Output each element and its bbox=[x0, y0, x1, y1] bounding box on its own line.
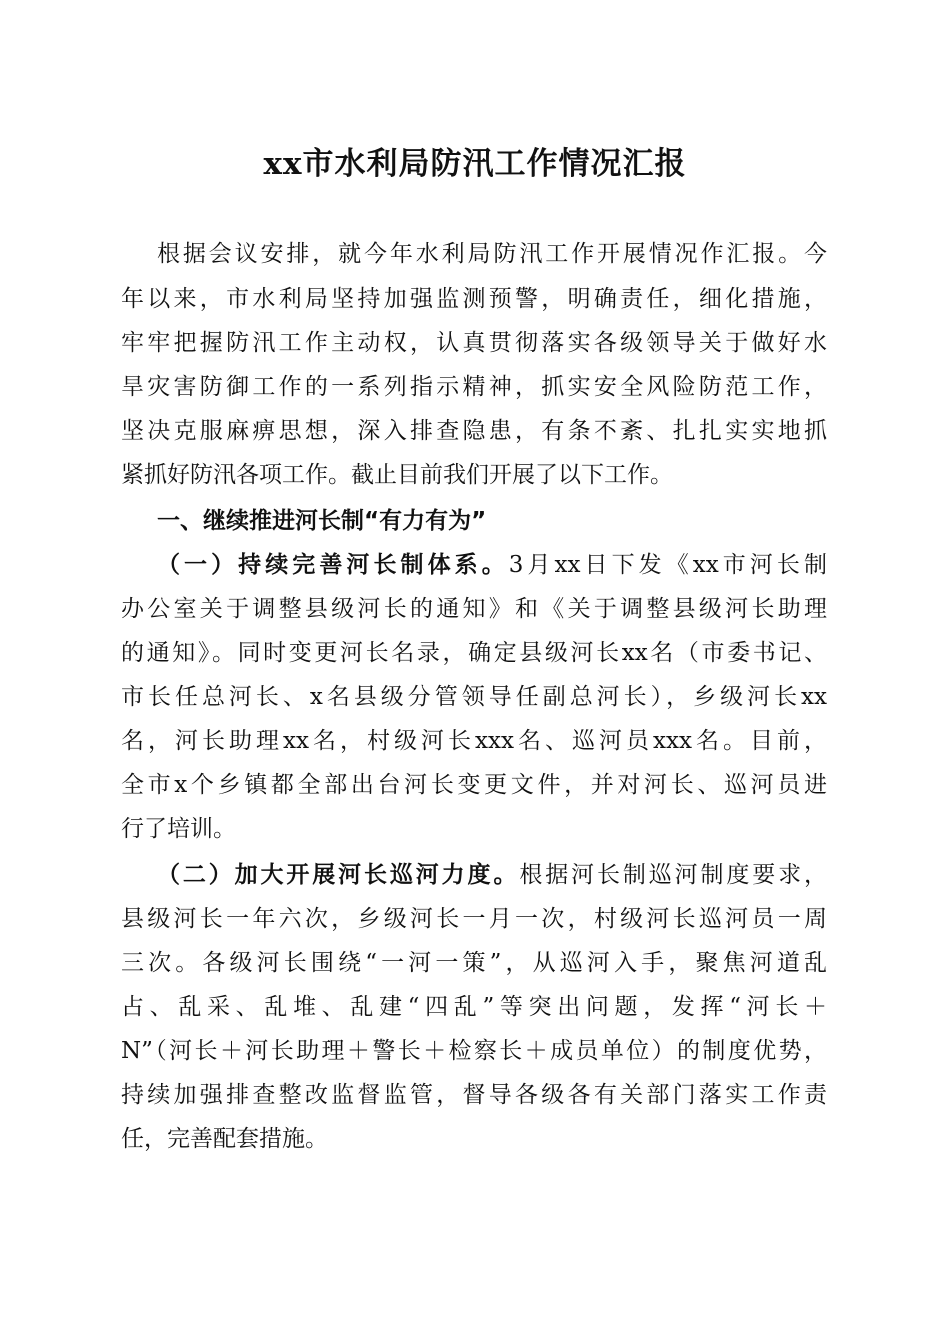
paragraph-line: 紧抓好防汛各项工作。截止目前我们开展了以下工作。 bbox=[121, 462, 673, 488]
paragraph-line: 三次。各级河长围绕“一河一策”，从巡河入手，聚焦河道乱 bbox=[121, 950, 827, 976]
item-text: 3月xx日下发《xx市河长制 bbox=[508, 552, 827, 578]
paragraph-line: 办公室关于调整县级河长的通知》和《关于调整县级河长助理 bbox=[121, 596, 827, 622]
paragraph-line: 持续加强排查整改监督监管，督导各级各有关部门落实工作责 bbox=[121, 1082, 827, 1108]
item-lead: （一）持续完善河长制体系。 bbox=[157, 551, 509, 578]
section-heading: 一、继续推进河长制“有力有为” bbox=[157, 508, 487, 534]
paragraph-line: 县级河长一年六次，乡级河长一月一次，村级河长巡河员一周 bbox=[121, 906, 827, 932]
paragraph-line: 名，河长助理xx名，村级河长xxx名、巡河员xxx名。目前， bbox=[121, 728, 827, 754]
paragraph-line: 牢牢把握防汛工作主动权，认真贯彻落实各级领导关于做好水 bbox=[121, 330, 827, 356]
paragraph-line: 年以来，市水利局坚持加强监测预警，明确责任，细化措施， bbox=[121, 286, 827, 312]
item-text: 根据河长制巡河制度要求， bbox=[519, 862, 828, 888]
paragraph-line: 旱灾害防御工作的一系列指示精神，抓实安全风险防范工作， bbox=[121, 374, 827, 400]
paragraph-line: 坚决克服麻痹思想，深入排查隐患，有条不紊、扎扎实实地抓 bbox=[121, 418, 827, 444]
paragraph-line: N”（河长＋河长助理＋警长＋检察长＋成员单位）的制度优势， bbox=[121, 1038, 827, 1064]
paragraph-line: 的通知》。同时变更河长名录，确定县级河长xx名（市委书记、 bbox=[121, 640, 827, 666]
paragraph-line: 市长任总河长、x名县级分管领导任副总河长），乡级河长xx bbox=[121, 684, 827, 710]
paragraph-line: 全市x个乡镇都全部出台河长变更文件，并对河长、巡河员进 bbox=[121, 772, 827, 798]
paragraph-line: 占、乱采、乱堆、乱建“四乱”等突出问题，发挥“河长＋ bbox=[121, 994, 827, 1020]
item-first-line bbox=[157, 859, 827, 903]
paragraph-line: 根据会议安排，就今年水利局防汛工作开展情况作汇报。今 bbox=[157, 241, 827, 267]
paragraph-line: 任，完善配套措施。 bbox=[121, 1126, 328, 1152]
document-title: xx市水利局防汛工作情况汇报 bbox=[263, 146, 687, 182]
item-first-line bbox=[157, 549, 827, 593]
item-lead: （二）加大开展河长巡河力度。 bbox=[157, 861, 520, 888]
paragraph-line: 行了培训。 bbox=[121, 816, 236, 842]
